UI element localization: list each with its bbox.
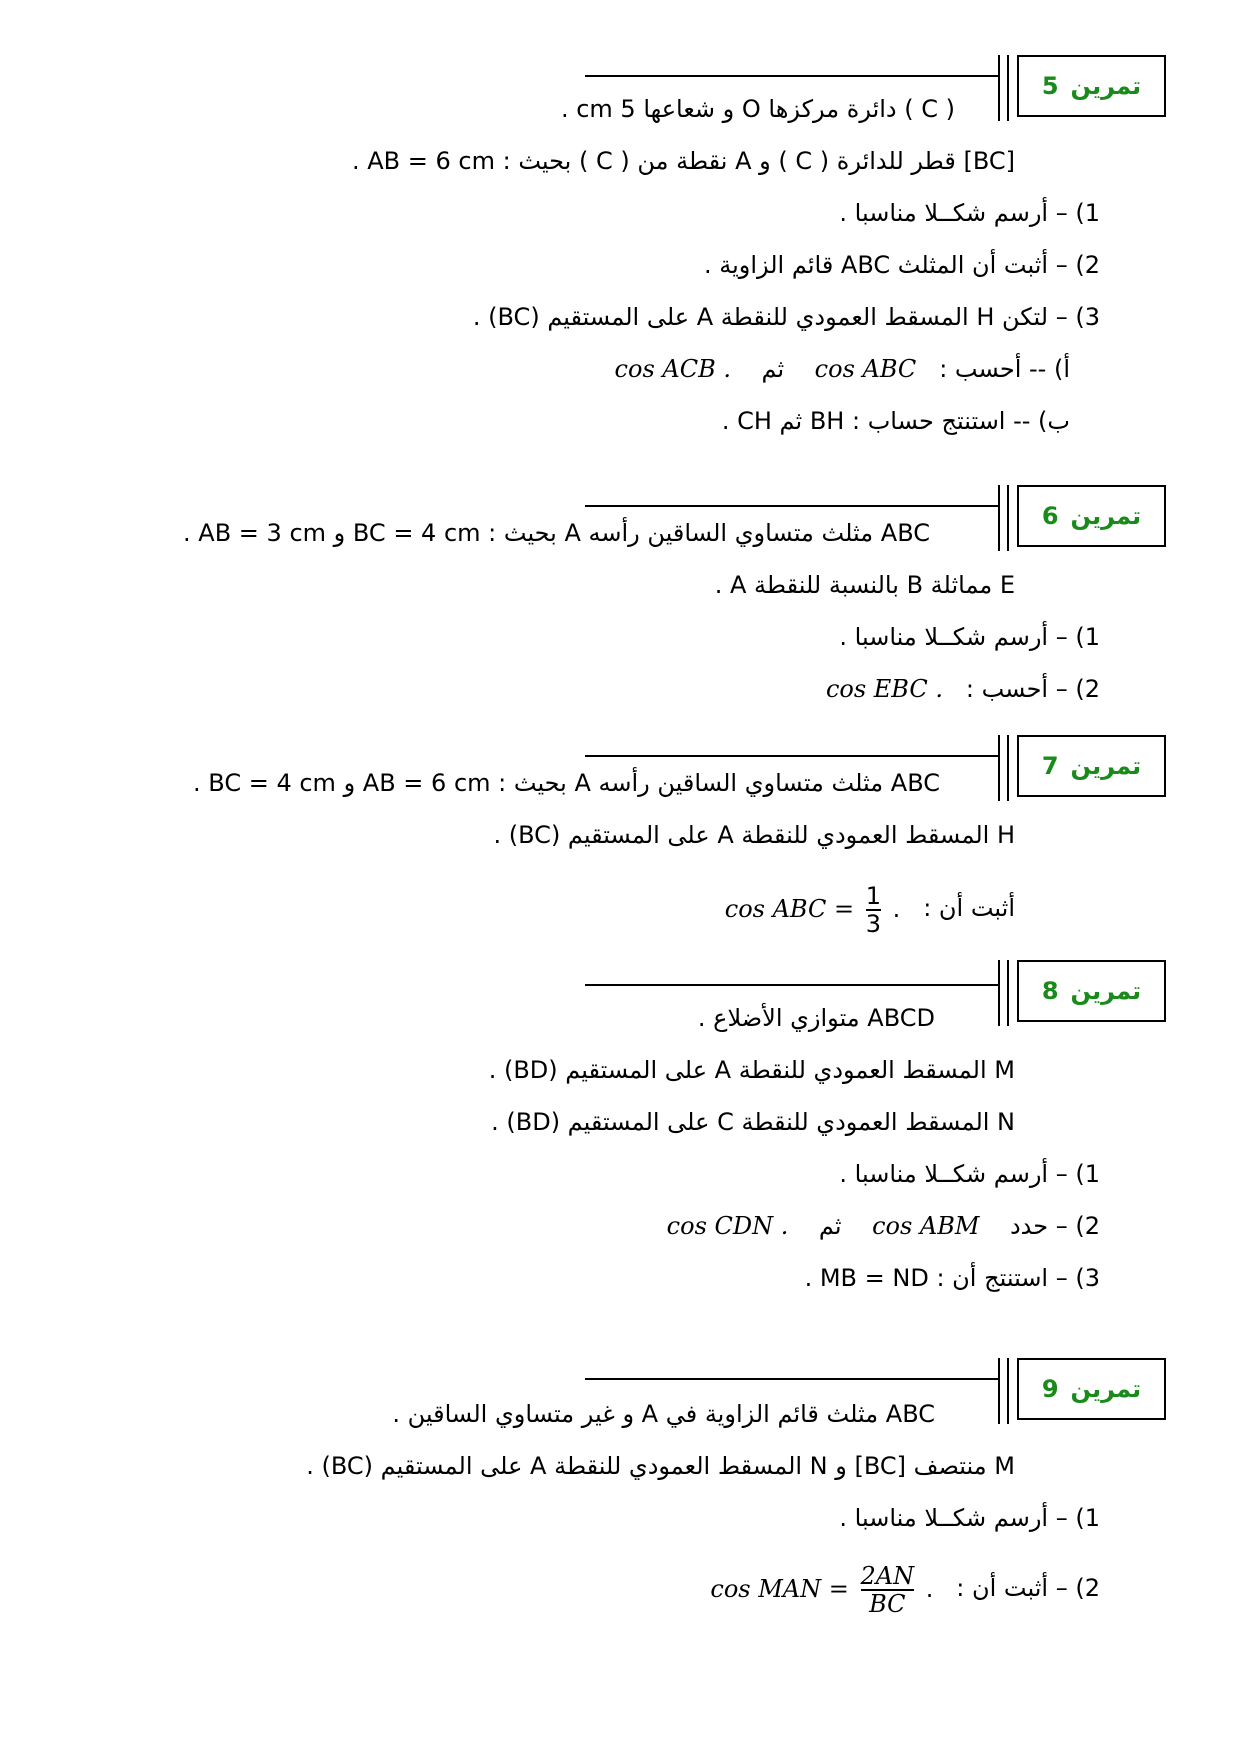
ex7-prove-expr: cos ABC = bbox=[724, 895, 855, 923]
ex6-q2 bbox=[826, 673, 1100, 705]
ex8-q2-expr-1: cos ABM bbox=[872, 1212, 980, 1240]
ex9-line-1: ABC مثلث قائم الزاوية في A و غير متساوي الساقين . bbox=[392, 1400, 935, 1428]
exercise-5-rule bbox=[585, 75, 998, 77]
ex9-line-2: M منتصف [BC] و N المسقط العمودي للنقطة A على المستقيم (BC) . bbox=[306, 1452, 1015, 1480]
ex5-q3a-label: أ) -- أحسب : bbox=[939, 355, 1070, 383]
ex8-line-4: 1) – أرسم شكــلا مناسبا . bbox=[839, 1160, 1100, 1188]
exercise-6-number: 6 bbox=[1041, 502, 1059, 530]
ex5-line-1: ( C ) دائرة مركزها O و شعاعها 5 cm . bbox=[560, 95, 955, 123]
ex7-prove bbox=[725, 880, 1015, 937]
ex9-q2 bbox=[710, 1558, 1100, 1619]
ex8-q2 bbox=[667, 1210, 1100, 1242]
exercise-5-title: تمرين bbox=[1070, 72, 1142, 100]
ex5-q3a-expr-1: cos ABC bbox=[814, 355, 917, 383]
ex6-line-2: E مماثلة B بالنسبة للنقطة A . bbox=[714, 571, 1015, 599]
exercise-7-number: 7 bbox=[1041, 752, 1059, 780]
ex9-q2-math bbox=[710, 1559, 933, 1619]
ex8-q2-label: 2) – حدد bbox=[1009, 1212, 1100, 1240]
exercise-8-header bbox=[0, 960, 1240, 1030]
ex9-q2-end: . bbox=[925, 1575, 934, 1603]
ex7-prove-math bbox=[725, 881, 901, 937]
ex8-line-2: M المسقط العمودي للنقطة A على المستقيم (BD) . bbox=[488, 1056, 1015, 1084]
exercise-9-title: تمرين bbox=[1070, 1375, 1142, 1403]
ex7-prove-label: أثبت أن : bbox=[923, 894, 1015, 922]
exercise-5-bar-1 bbox=[998, 55, 1000, 121]
exercise-8-number: 8 bbox=[1041, 977, 1059, 1005]
ex9-frac-num: 2AN bbox=[860, 1562, 915, 1590]
ex8-q2-expr-2: cos CDN . bbox=[666, 1212, 789, 1240]
ex7-frac-num: 1 bbox=[865, 882, 882, 910]
ex9-q2-label: 2) – أثبت أن : bbox=[956, 1574, 1100, 1602]
exercise-9-rule bbox=[585, 1378, 998, 1380]
ex5-line-2: [BC] قطر للدائرة ( C ) و A نقطة من ( C ) بحيث : AB = 6 cm . bbox=[352, 147, 1015, 175]
ex5-q3a-then: ثم bbox=[761, 355, 785, 383]
exercise-8-rule bbox=[585, 984, 998, 986]
exercise-8-bar-1 bbox=[998, 960, 1000, 1026]
exercise-9-bar-2 bbox=[1007, 1358, 1009, 1424]
ex7-line-1: ABC مثلث متساوي الساقين رأسه A بحيث : AB = 6 cm و BC = 4 cm . bbox=[193, 769, 940, 797]
exercise-7-title: تمرين bbox=[1070, 752, 1142, 780]
ex7-frac-den: 3 bbox=[865, 910, 882, 938]
ex8-line-3: N المسقط العمودي للنقطة C على المستقيم (BD) . bbox=[491, 1108, 1015, 1136]
ex5-q3a bbox=[615, 353, 1070, 385]
ex9-line-3: 1) – أرسم شكــلا مناسبا . bbox=[839, 1504, 1100, 1532]
exercise-7-rule bbox=[585, 755, 998, 757]
exercise-5-number: 5 bbox=[1041, 72, 1059, 100]
exercise-9-title-box bbox=[1017, 1358, 1166, 1420]
ex9-q2-expr: cos MAN = bbox=[710, 1575, 849, 1603]
exercise-7-bar-1 bbox=[998, 735, 1000, 801]
ex5-line-5: 3) – لتكن H المسقط العمودي للنقطة A على المستقيم (BC) . bbox=[472, 303, 1100, 331]
ex7-fraction bbox=[866, 883, 881, 937]
exercise-8-title-box bbox=[1017, 960, 1166, 1022]
ex5-q3a-expr-2: cos ACB . bbox=[614, 355, 731, 383]
ex8-q2-then: ثم bbox=[818, 1212, 842, 1240]
exercise-6-title-box bbox=[1017, 485, 1166, 547]
ex5-q3b: ب) -- استنتج حساب : BH ثم CH . bbox=[721, 407, 1070, 435]
exercise-6-rule bbox=[585, 505, 998, 507]
ex7-line-2: H المسقط العمودي للنقطة A على المستقيم (BC) . bbox=[493, 821, 1015, 849]
exercise-6-bar-2 bbox=[1007, 485, 1009, 551]
ex5-line-3: 1) – أرسم شكــلا مناسبا . bbox=[839, 199, 1100, 227]
exercise-6-bar-1 bbox=[998, 485, 1000, 551]
ex8-q3: 3) – استنتج أن : MB = ND . bbox=[804, 1264, 1100, 1292]
ex5-line-4: 2) – أثبت أن المثلث ABC قائم الزاوية . bbox=[703, 251, 1100, 279]
exercise-8-bar-2 bbox=[1007, 960, 1009, 1026]
exercise-7-title-box bbox=[1017, 735, 1166, 797]
ex7-prove-end: . bbox=[892, 895, 901, 923]
ex8-line-1: ABCD متوازي الأضلاع . bbox=[697, 1004, 935, 1032]
exercise-9-bar-1 bbox=[998, 1358, 1000, 1424]
ex9-frac-den: BC bbox=[869, 1590, 906, 1618]
ex6-line-1: ABC مثلث متساوي الساقين رأسه A بحيث : BC = 4 cm و AB = 3 cm . bbox=[183, 519, 930, 547]
ex6-q2-label: 2) – أحسب : bbox=[965, 675, 1100, 703]
exercise-7-bar-2 bbox=[1007, 735, 1009, 801]
exercise-5-title-box bbox=[1017, 55, 1166, 117]
exercise-6-title: تمرين bbox=[1070, 502, 1142, 530]
exercise-9-number: 9 bbox=[1041, 1375, 1059, 1403]
ex6-q2-expr: cos EBC . bbox=[825, 675, 943, 703]
ex9-fraction bbox=[861, 1563, 915, 1617]
exercise-8-title: تمرين bbox=[1070, 977, 1142, 1005]
exercise-5-bar-2 bbox=[1007, 55, 1009, 121]
ex6-line-3: 1) – أرسم شكــلا مناسبا . bbox=[839, 623, 1100, 651]
